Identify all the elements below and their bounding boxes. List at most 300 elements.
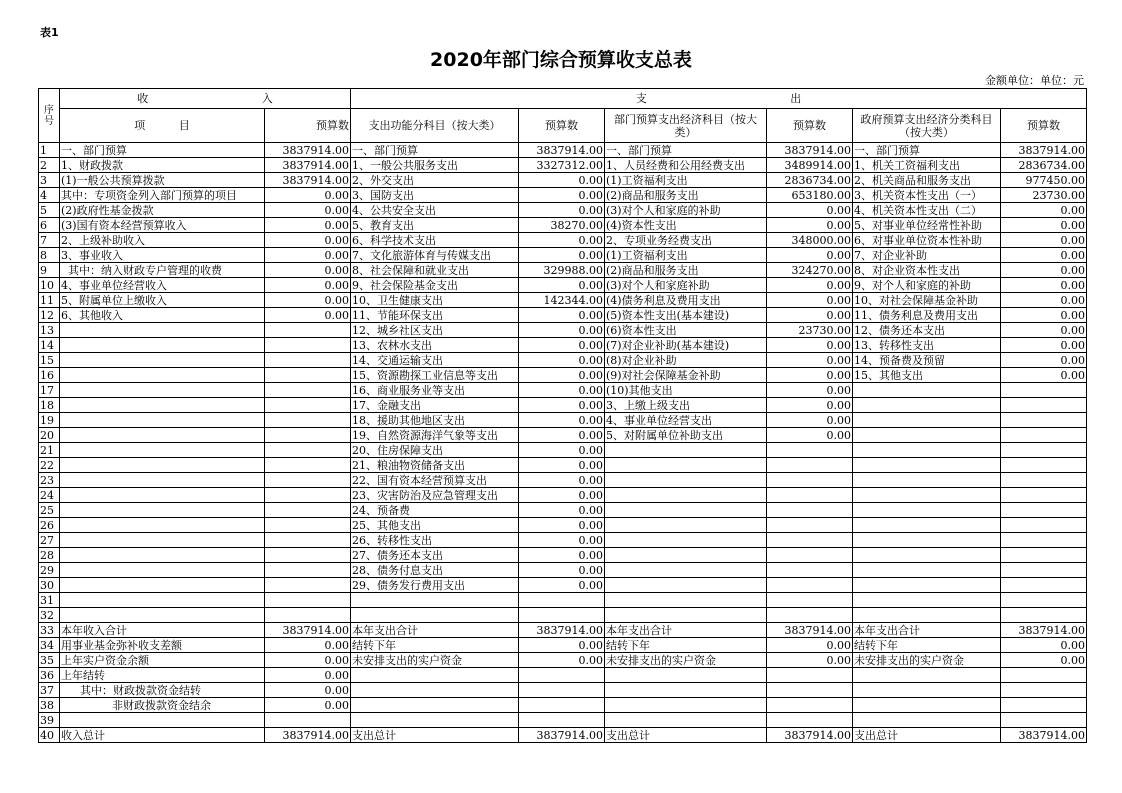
func-item-cell xyxy=(351,713,519,728)
func-item-cell: 6、科学技术支出 xyxy=(351,233,519,248)
dept-econ-amount-cell: 0.00 xyxy=(767,338,853,353)
func-amount-cell: 0.00 xyxy=(519,413,605,428)
income-item-cell xyxy=(60,608,265,623)
seq-cell: 35 xyxy=(39,653,60,668)
gov-econ-amount-cell xyxy=(1001,593,1087,608)
income-amount-cell xyxy=(265,353,351,368)
table-row xyxy=(39,488,1087,503)
income-item-cell xyxy=(60,473,265,488)
dept-econ-amount-cell xyxy=(767,563,853,578)
dept-econ-amount-cell xyxy=(767,503,853,518)
income-item-cell xyxy=(60,593,265,608)
dept-econ-amount-cell: 324270.00 xyxy=(767,263,853,278)
dept-econ-amount-cell: 0.00 xyxy=(767,368,853,383)
func-amount-cell xyxy=(519,608,605,623)
seq-cell: 28 xyxy=(39,548,60,563)
seq-cell: 23 xyxy=(39,473,60,488)
seq-cell: 37 xyxy=(39,683,60,698)
gov-econ-amount-cell xyxy=(1001,443,1087,458)
dept-econ-item-header: 部门预算支出经济科目（按大类） xyxy=(605,109,767,143)
income-item-cell xyxy=(60,533,265,548)
dept-econ-item-cell: (10)其他支出 xyxy=(605,383,767,398)
dept-econ-item-cell: (2)商品和服务支出 xyxy=(605,263,767,278)
table-row xyxy=(39,458,1087,473)
func-amount-cell: 0.00 xyxy=(519,398,605,413)
func-amount-cell: 3837914.00 xyxy=(519,728,605,743)
dept-econ-amount-cell xyxy=(767,578,853,593)
dept-econ-item-cell: 未安排支出的实户资金 xyxy=(605,653,767,668)
func-item-cell xyxy=(351,608,519,623)
gov-econ-amount-cell: 0.00 xyxy=(1001,293,1087,308)
gov-econ-amount-cell: 23730.00 xyxy=(1001,188,1087,203)
func-item-cell: 17、金融支出 xyxy=(351,398,519,413)
dept-econ-item-cell: 一、部门预算 xyxy=(605,143,767,158)
dept-econ-amount-cell xyxy=(767,698,853,713)
gov-econ-item-cell: 4、机关资本性支出（二） xyxy=(853,203,1001,218)
dept-econ-item-cell: (8)对企业补助 xyxy=(605,353,767,368)
gov-econ-amount-cell: 0.00 xyxy=(1001,203,1087,218)
seq-cell: 29 xyxy=(39,563,60,578)
income-amount-cell: 3837914.00 xyxy=(265,728,351,743)
func-amount-cell: 0.00 xyxy=(519,503,605,518)
func-item-cell: 19、自然资源海洋气象等支出 xyxy=(351,428,519,443)
seq-cell: 8 xyxy=(39,248,60,263)
gov-econ-item-cell xyxy=(853,488,1001,503)
dept-econ-amount-cell: 0.00 xyxy=(767,278,853,293)
seq-cell: 34 xyxy=(39,638,60,653)
func-amount-cell: 0.00 xyxy=(519,638,605,653)
gov-econ-item-cell xyxy=(853,458,1001,473)
income-amount-cell xyxy=(265,383,351,398)
income-item-cell xyxy=(60,443,265,458)
dept-econ-amount-cell: 0.00 xyxy=(767,398,853,413)
gov-econ-amount-cell xyxy=(1001,488,1087,503)
dept-econ-amount-cell: 0.00 xyxy=(767,203,853,218)
seq-cell: 24 xyxy=(39,488,60,503)
gov-econ-item-cell xyxy=(853,608,1001,623)
income-amount-cell: 0.00 xyxy=(265,653,351,668)
dept-econ-item-cell: 3、上缴上级支出 xyxy=(605,398,767,413)
seq-cell: 40 xyxy=(39,728,60,743)
table-row xyxy=(39,248,1087,263)
gov-econ-amount-cell: 0.00 xyxy=(1001,323,1087,338)
table-row xyxy=(39,653,1087,668)
dept-econ-item-cell: (1)工资福利支出 xyxy=(605,248,767,263)
gov-econ-item-cell: 一、部门预算 xyxy=(853,143,1001,158)
gov-econ-amount-cell xyxy=(1001,683,1087,698)
dept-econ-item-cell: 2、专项业务经费支出 xyxy=(605,233,767,248)
table-row xyxy=(39,683,1087,698)
table-row xyxy=(39,638,1087,653)
income-amount-cell: 0.00 xyxy=(265,218,351,233)
gov-econ-item-cell: 12、债务还本支出 xyxy=(853,323,1001,338)
dept-econ-item-cell: 结转下年 xyxy=(605,638,767,653)
dept-econ-amount-cell: 0.00 xyxy=(767,428,853,443)
table-row xyxy=(39,533,1087,548)
seq-cell: 26 xyxy=(39,518,60,533)
dept-econ-item-cell xyxy=(605,518,767,533)
income-item-header: 项 目 xyxy=(60,109,265,143)
dept-econ-item-cell: (9)对社会保障基金补助 xyxy=(605,368,767,383)
table-row xyxy=(39,323,1087,338)
func-item-cell: 20、住房保障支出 xyxy=(351,443,519,458)
func-item-cell: 本年支出合计 xyxy=(351,623,519,638)
income-amount-cell: 0.00 xyxy=(265,233,351,248)
income-item-cell xyxy=(60,458,265,473)
dept-econ-amount-cell xyxy=(767,593,853,608)
dept-econ-item-cell: (7)对企业补助(基本建设) xyxy=(605,338,767,353)
seq-cell: 30 xyxy=(39,578,60,593)
dept-econ-amount-cell: 0.00 xyxy=(767,308,853,323)
seq-cell: 12 xyxy=(39,308,60,323)
gov-econ-item-cell xyxy=(853,518,1001,533)
gov-econ-item-cell: 11、债务利息及费用支出 xyxy=(853,308,1001,323)
table-row xyxy=(39,503,1087,518)
table-number: 表1 xyxy=(40,26,59,39)
dept-econ-item-cell xyxy=(605,698,767,713)
func-item-cell: 12、城乡社区支出 xyxy=(351,323,519,338)
gov-econ-amount-cell: 3837914.00 xyxy=(1001,623,1087,638)
seq-cell: 4 xyxy=(39,188,60,203)
func-item-cell: 13、农林水支出 xyxy=(351,338,519,353)
dept-econ-item-cell: (6)资本性支出 xyxy=(605,323,767,338)
dept-econ-item-cell xyxy=(605,713,767,728)
seq-cell: 13 xyxy=(39,323,60,338)
income-amount-cell xyxy=(265,488,351,503)
gov-econ-item-cell xyxy=(853,698,1001,713)
dept-econ-item-cell xyxy=(605,503,767,518)
dept-econ-amount-cell: 3837914.00 xyxy=(767,623,853,638)
seq-cell: 39 xyxy=(39,713,60,728)
dept-econ-item-cell: 5、对附属单位补助支出 xyxy=(605,428,767,443)
seq-cell: 31 xyxy=(39,593,60,608)
table-row xyxy=(39,188,1087,203)
gov-econ-item-cell xyxy=(853,473,1001,488)
income-amount-cell xyxy=(265,338,351,353)
gov-econ-item-cell: 14、预备费及预留 xyxy=(853,353,1001,368)
income-amount-cell: 3837914.00 xyxy=(265,143,351,158)
dept-econ-item-cell: 1、人员经费和公用经费支出 xyxy=(605,158,767,173)
func-item-cell: 15、资源勘探工业信息等支出 xyxy=(351,368,519,383)
seq-cell: 25 xyxy=(39,503,60,518)
func-item-cell xyxy=(351,668,519,683)
dept-econ-amount-cell: 0.00 xyxy=(767,413,853,428)
gov-econ-item-cell: 结转下年 xyxy=(853,638,1001,653)
func-amount-cell: 0.00 xyxy=(519,338,605,353)
func-amount-cell: 3327312.00 xyxy=(519,158,605,173)
income-item-cell: (2)政府性基金拨款 xyxy=(60,203,265,218)
seq-cell: 18 xyxy=(39,398,60,413)
gov-econ-item-cell: 未安排支出的实户资金 xyxy=(853,653,1001,668)
gov-econ-item-cell xyxy=(853,383,1001,398)
seq-cell: 20 xyxy=(39,428,60,443)
dept-econ-amount-cell: 348000.00 xyxy=(767,233,853,248)
income-item-cell xyxy=(60,398,265,413)
seq-cell: 3 xyxy=(39,173,60,188)
table-row xyxy=(39,623,1087,638)
dept-econ-amount-cell xyxy=(767,488,853,503)
dept-econ-item-cell xyxy=(605,443,767,458)
gov-econ-item-cell: 支出总计 xyxy=(853,728,1001,743)
dept-econ-item-cell: (1)工资福利支出 xyxy=(605,173,767,188)
func-amount-cell: 3837914.00 xyxy=(519,143,605,158)
dept-econ-amount-cell: 3837914.00 xyxy=(767,728,853,743)
dept-econ-amount-cell: 0.00 xyxy=(767,293,853,308)
income-item-cell xyxy=(60,518,265,533)
table-row xyxy=(39,443,1087,458)
table-row xyxy=(39,293,1087,308)
func-amount-cell: 0.00 xyxy=(519,203,605,218)
income-amount-cell xyxy=(265,593,351,608)
income-item-cell xyxy=(60,488,265,503)
gov-econ-amount-cell: 977450.00 xyxy=(1001,173,1087,188)
func-amount-cell: 0.00 xyxy=(519,248,605,263)
func-item-cell: 5、教育支出 xyxy=(351,218,519,233)
income-amount-cell: 0.00 xyxy=(265,293,351,308)
func-amount-cell xyxy=(519,683,605,698)
gov-econ-item-cell xyxy=(853,668,1001,683)
dept-econ-amount-cell: 0.00 xyxy=(767,383,853,398)
seq-cell: 9 xyxy=(39,263,60,278)
dept-econ-item-cell xyxy=(605,548,767,563)
table-row xyxy=(39,548,1087,563)
dept-econ-item-cell xyxy=(605,458,767,473)
func-amount-cell: 0.00 xyxy=(519,188,605,203)
gov-econ-amount-cell xyxy=(1001,458,1087,473)
gov-econ-amount-cell: 0.00 xyxy=(1001,233,1087,248)
income-item-cell: 其中：财政拨款资金结转 xyxy=(60,683,265,698)
seq-cell: 17 xyxy=(39,383,60,398)
func-amount-cell: 142344.00 xyxy=(519,293,605,308)
table-row xyxy=(39,203,1087,218)
dept-econ-amount-cell xyxy=(767,533,853,548)
table-row xyxy=(39,713,1087,728)
gov-econ-amount-cell xyxy=(1001,503,1087,518)
gov-econ-amount-cell xyxy=(1001,563,1087,578)
func-item-cell: 1、一般公共服务支出 xyxy=(351,158,519,173)
gov-econ-amount-cell: 0.00 xyxy=(1001,218,1087,233)
amount-unit: 金额单位：单位：元 xyxy=(985,74,1084,87)
func-item-cell: 27、债务还本支出 xyxy=(351,548,519,563)
func-item-cell: 7、文化旅游体育与传媒支出 xyxy=(351,248,519,263)
income-item-cell: (3)国有资本经营预算收入 xyxy=(60,218,265,233)
gov-econ-amount-cell: 0.00 xyxy=(1001,653,1087,668)
table-row xyxy=(39,353,1087,368)
func-item-cell: 24、预备费 xyxy=(351,503,519,518)
gov-econ-item-cell xyxy=(853,428,1001,443)
dept-econ-item-cell xyxy=(605,668,767,683)
budget-table xyxy=(38,88,1087,743)
income-amount-cell xyxy=(265,533,351,548)
func-amount-cell: 0.00 xyxy=(519,173,605,188)
gov-econ-amount-cell xyxy=(1001,668,1087,683)
gov-econ-item-cell: 6、对事业单位资本性补助 xyxy=(853,233,1001,248)
table-row xyxy=(39,233,1087,248)
gov-econ-amount-cell xyxy=(1001,398,1087,413)
func-amount-cell: 0.00 xyxy=(519,548,605,563)
income-amount-cell: 0.00 xyxy=(265,668,351,683)
func-item-cell xyxy=(351,698,519,713)
seq-cell: 11 xyxy=(39,293,60,308)
func-amount-cell: 329988.00 xyxy=(519,263,605,278)
gov-econ-amount-cell xyxy=(1001,713,1087,728)
dept-econ-item-cell: (2)商品和服务支出 xyxy=(605,188,767,203)
gov-econ-item-cell: 7、对企业补助 xyxy=(853,248,1001,263)
income-amount-cell xyxy=(265,518,351,533)
income-item-cell: 一、部门预算 xyxy=(60,143,265,158)
income-amount-cell xyxy=(265,548,351,563)
income-amount-cell: 0.00 xyxy=(265,308,351,323)
func-item-cell: 16、商业服务业等支出 xyxy=(351,383,519,398)
table-row xyxy=(39,578,1087,593)
func-amount-cell: 0.00 xyxy=(519,233,605,248)
func-item-cell: 11、节能环保支出 xyxy=(351,308,519,323)
dept-econ-amount-cell: 653180.00 xyxy=(767,188,853,203)
gov-econ-item-cell: 5、对事业单位经常性补助 xyxy=(853,218,1001,233)
dept-econ-amount-cell: 0.00 xyxy=(767,353,853,368)
gov-econ-amount-cell xyxy=(1001,383,1087,398)
gov-econ-item-cell xyxy=(853,503,1001,518)
income-amount-cell xyxy=(265,578,351,593)
gov-econ-amount-cell: 0.00 xyxy=(1001,248,1087,263)
gov-econ-amount-cell: 0.00 xyxy=(1001,368,1087,383)
gov-econ-item-cell: 2、机关商品和服务支出 xyxy=(853,173,1001,188)
table-row xyxy=(39,428,1087,443)
gov-econ-item-cell xyxy=(853,683,1001,698)
dept-econ-amount-cell xyxy=(767,443,853,458)
func-amount-cell: 38270.00 xyxy=(519,218,605,233)
func-item-cell: 未安排支出的实户资金 xyxy=(351,653,519,668)
income-item-cell xyxy=(60,563,265,578)
dept-econ-amount-cell: 2836734.00 xyxy=(767,173,853,188)
func-item-cell: 8、社会保障和就业支出 xyxy=(351,263,519,278)
income-amount-cell: 0.00 xyxy=(265,683,351,698)
income-amount-cell xyxy=(265,413,351,428)
dept-econ-item-cell: (4)债务利息及费用支出 xyxy=(605,293,767,308)
income-amount-cell: 3837914.00 xyxy=(265,623,351,638)
func-item-cell: 3、国防支出 xyxy=(351,188,519,203)
table-row xyxy=(39,368,1087,383)
gov-econ-amount-cell: 3837914.00 xyxy=(1001,143,1087,158)
func-item-cell: 9、社会保险基金支出 xyxy=(351,278,519,293)
seq-cell: 38 xyxy=(39,698,60,713)
func-amount-cell: 0.00 xyxy=(519,383,605,398)
func-amount-cell: 0.00 xyxy=(519,563,605,578)
dept-econ-item-cell: (3)对个人和家庭的补助 xyxy=(605,203,767,218)
table-row xyxy=(39,143,1087,158)
table-row xyxy=(39,278,1087,293)
seq-cell: 1 xyxy=(39,143,60,158)
dept-econ-amount-header: 预算数 xyxy=(767,109,853,143)
seq-cell: 10 xyxy=(39,278,60,293)
gov-econ-item-cell: 本年支出合计 xyxy=(853,623,1001,638)
income-item-cell: (1)一般公共预算拨款 xyxy=(60,173,265,188)
income-amount-cell xyxy=(265,398,351,413)
seq-cell: 21 xyxy=(39,443,60,458)
gov-econ-item-cell xyxy=(853,593,1001,608)
gov-econ-item-cell: 13、转移性支出 xyxy=(853,338,1001,353)
seq-cell: 2 xyxy=(39,158,60,173)
dept-econ-item-cell xyxy=(605,608,767,623)
dept-econ-amount-cell: 3837914.00 xyxy=(767,143,853,158)
income-amount-cell: 0.00 xyxy=(265,188,351,203)
func-amount-cell: 0.00 xyxy=(519,578,605,593)
income-item-cell: 其中：专项资金列入部门预算的项目 xyxy=(60,188,265,203)
expense-group-header: 支 出 xyxy=(351,89,1087,109)
dept-econ-item-cell xyxy=(605,488,767,503)
dept-econ-item-cell: (4)资本性支出 xyxy=(605,218,767,233)
func-item-cell: 结转下年 xyxy=(351,638,519,653)
income-item-cell: 1、财政拨款 xyxy=(60,158,265,173)
income-item-cell: 收入总计 xyxy=(60,728,265,743)
dept-econ-amount-cell: 0.00 xyxy=(767,218,853,233)
func-item-cell: 21、粮油物资储备支出 xyxy=(351,458,519,473)
dept-econ-item-cell: 支出总计 xyxy=(605,728,767,743)
income-item-cell xyxy=(60,503,265,518)
table-row xyxy=(39,608,1087,623)
table-row xyxy=(39,338,1087,353)
gov-econ-amount-cell: 0.00 xyxy=(1001,308,1087,323)
dept-econ-amount-cell xyxy=(767,713,853,728)
income-item-cell: 上年结转 xyxy=(60,668,265,683)
dept-econ-item-cell xyxy=(605,578,767,593)
income-group-header: 收 入 xyxy=(60,89,351,109)
func-amount-cell: 0.00 xyxy=(519,473,605,488)
gov-econ-item-cell xyxy=(853,413,1001,428)
gov-econ-amount-cell xyxy=(1001,608,1087,623)
table-row xyxy=(39,668,1087,683)
gov-econ-item-cell: 1、机关工资福利支出 xyxy=(853,158,1001,173)
table-row xyxy=(39,158,1087,173)
gov-econ-amount-cell: 0.00 xyxy=(1001,278,1087,293)
gov-econ-amount-cell xyxy=(1001,548,1087,563)
seq-cell: 22 xyxy=(39,458,60,473)
gov-econ-amount-cell: 0.00 xyxy=(1001,638,1087,653)
func-amount-cell: 0.00 xyxy=(519,488,605,503)
dept-econ-amount-cell xyxy=(767,473,853,488)
dept-econ-amount-cell: 0.00 xyxy=(767,248,853,263)
func-amount-cell: 3837914.00 xyxy=(519,623,605,638)
table-row xyxy=(39,728,1087,743)
table-row xyxy=(39,563,1087,578)
dept-econ-amount-cell: 3489914.00 xyxy=(767,158,853,173)
table-row xyxy=(39,593,1087,608)
income-amount-cell xyxy=(265,443,351,458)
seq-cell: 19 xyxy=(39,413,60,428)
dept-econ-item-cell: 4、事业单位经营支出 xyxy=(605,413,767,428)
income-amount-cell xyxy=(265,458,351,473)
gov-econ-amount-cell xyxy=(1001,428,1087,443)
income-amount-cell: 0.00 xyxy=(265,698,351,713)
dept-econ-item-cell xyxy=(605,473,767,488)
dept-econ-amount-cell xyxy=(767,683,853,698)
income-item-cell xyxy=(60,323,265,338)
table-row xyxy=(39,263,1087,278)
func-amount-cell: 0.00 xyxy=(519,278,605,293)
income-item-cell: 3、事业收入 xyxy=(60,248,265,263)
func-item-cell: 4、公共安全支出 xyxy=(351,203,519,218)
gov-econ-amount-cell xyxy=(1001,698,1087,713)
func-item-cell: 29、债务发行费用支出 xyxy=(351,578,519,593)
dept-econ-amount-cell: 0.00 xyxy=(767,653,853,668)
gov-econ-amount-cell xyxy=(1001,518,1087,533)
income-amount-cell xyxy=(265,503,351,518)
gov-econ-amount-cell: 2836734.00 xyxy=(1001,158,1087,173)
func-item-cell xyxy=(351,683,519,698)
dept-econ-item-cell xyxy=(605,683,767,698)
income-item-cell: 2、上级补助收入 xyxy=(60,233,265,248)
income-amount-cell xyxy=(265,563,351,578)
